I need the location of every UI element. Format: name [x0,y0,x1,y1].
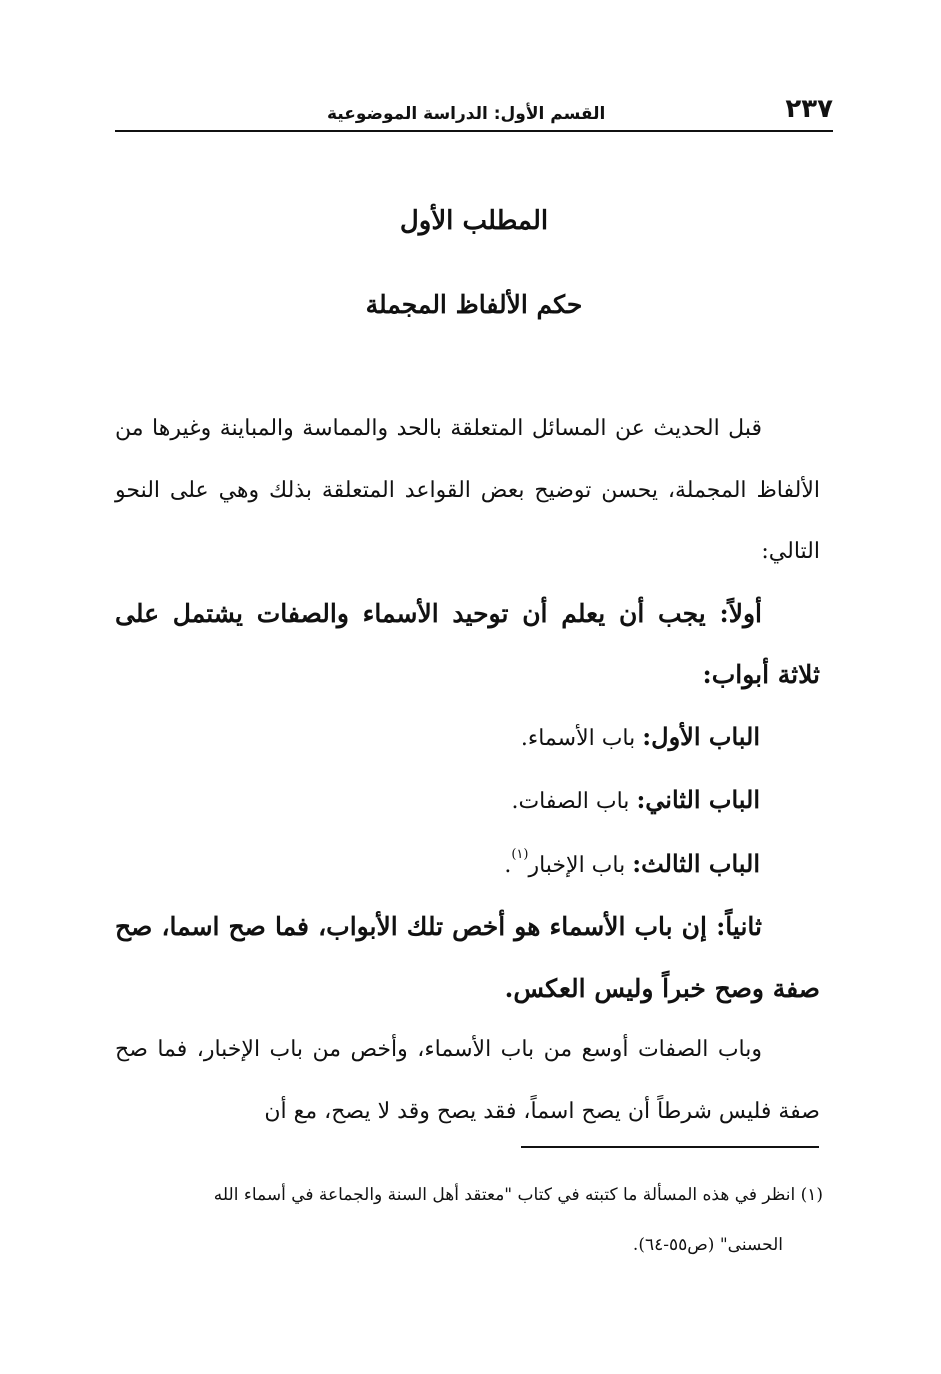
closing-paragraph: وباب الصفات أوسع من باب الأسماء، وأخص من باب الإخبار، فما صح صفة فليس شرطاً أن يصح اسماً، فقد يصح وقد لا يصح، مع أن [115,1037,820,1124]
chapter-label: الباب الثالث: [632,848,760,878]
footnote-line: (١) انظر في هذه المسألة ما كتبته في كتاب "معتقد أهل السنة والجماعة في أسماء الله [213,1185,823,1205]
chapter-text: باب الإخبار [528,852,626,878]
first-point-paragraph: أولاً: يجب أن يعلم أن توحيد الأسماء والصفات يشتمل على ثلاثة أبواب: [115,598,820,689]
chapter-tail: . [504,852,512,878]
subsection-title: حكم الألفاظ المجملة [365,290,583,319]
intro-paragraph: قبل الحديث عن المسائل المتعلقة بالحد والمماسة والمباينة وغيرها من الألفاظ المجملة، يحسن توضيح بعض القواعد المتعلقة بذلك وهي على النحو التالي: [115,416,820,564]
chapter-text: باب الصفات. [511,789,630,814]
section-title: المطلب الأول [399,206,549,236]
footnote-reference[interactable]: (١) [511,846,529,862]
chapter-item-1 [115,706,820,770]
page-number: ٢٣٧ [785,94,833,124]
page-header [115,92,833,132]
chapter-item-2 [115,769,820,833]
chapter-label: الباب الثاني: [636,785,760,814]
chapter-label: الباب الأول: [642,721,760,751]
chapter-item-3 [115,833,820,897]
chapter-text: باب الأسماء. [520,725,636,751]
running-title: القسم الأول: الدراسة الموضوعية [327,104,606,124]
footnote-divider [521,1146,819,1148]
footnote [115,1170,823,1270]
body-text [115,398,820,1142]
second-point-paragraph: ثانياً: إن باب الأسماء هو أخص تلك الأبواب، فما صح اسما، صح صفة وصح خبراً وليس العكس. [115,912,820,1003]
footnote-line: الحسنى" (ص٥٥-٦٤). [632,1235,783,1255]
